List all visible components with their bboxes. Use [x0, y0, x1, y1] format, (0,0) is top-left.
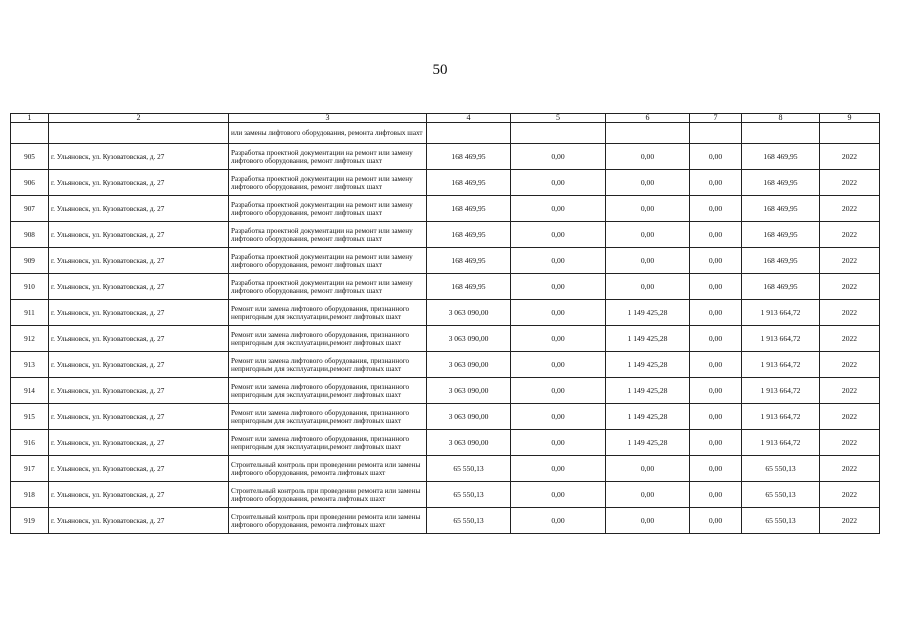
- total-cost-cell: 3 063 090,00: [427, 300, 511, 326]
- table-row: [11, 326, 880, 352]
- table-row: [11, 222, 880, 248]
- table-row: [11, 170, 880, 196]
- col7-value-cell: 0,00: [690, 144, 742, 170]
- row-number: 917: [11, 456, 49, 482]
- col5-value-cell: 0,00: [511, 508, 606, 534]
- col6-value-cell: 1 149 425,28: [606, 352, 690, 378]
- address-cell: г. Ульяновск, ул. Кузоватовская, д. 27: [49, 248, 229, 274]
- work-description-cell: Ремонт или замена лифтового оборудования, признанного непригодным для эксплуатации,ремонт лифтовых шахт: [229, 352, 427, 378]
- work-description-cell: Разработка проектной документации на ремонт или замену лифтового оборудования, ремонт лифтовых шахт: [229, 196, 427, 222]
- col8-value-cell: 168 469,95: [742, 222, 820, 248]
- work-description-cell: Разработка проектной документации на ремонт или замену лифтового оборудования, ремонт лифтовых шахт: [229, 222, 427, 248]
- page-number: 50: [432, 62, 448, 78]
- col7-value-cell: 0,00: [690, 300, 742, 326]
- work-description-cell: Разработка проектной документации на ремонт или замену лифтового оборудования, ремонт лифтовых шахт: [229, 274, 427, 300]
- address-cell: г. Ульяновск, ул. Кузоватовская, д. 27: [49, 326, 229, 352]
- col6-value-cell: 1 149 425,28: [606, 404, 690, 430]
- col6-value-cell: 0,00: [606, 170, 690, 196]
- row-number: 913: [11, 352, 49, 378]
- col5-value-cell: 0,00: [511, 404, 606, 430]
- table-header: [11, 114, 880, 123]
- year-cell: 2022: [820, 404, 880, 430]
- col5-value-cell: 0,00: [511, 196, 606, 222]
- total-cost-cell: 65 550,13: [427, 482, 511, 508]
- col6-value-cell: 1 149 425,28: [606, 300, 690, 326]
- address-cell: г. Ульяновск, ул. Кузоватовская, д. 27: [49, 482, 229, 508]
- row-number: 906: [11, 170, 49, 196]
- col5-value-cell: 0,00: [511, 482, 606, 508]
- col8-value-cell: 168 469,95: [742, 248, 820, 274]
- col7-value-cell: 0,00: [690, 352, 742, 378]
- address-cell: г. Ульяновск, ул. Кузоватовская, д. 27: [49, 300, 229, 326]
- col8-value-cell: 168 469,95: [742, 170, 820, 196]
- row-number: 916: [11, 430, 49, 456]
- year-cell: 2022: [820, 430, 880, 456]
- work-description-cell: Строительный контроль при проведении ремонта или замены лифтового оборудования, ремонта лифтовых шахт: [229, 456, 427, 482]
- col6-value-cell: 1 149 425,28: [606, 430, 690, 456]
- work-description-cell: Ремонт или замена лифтового оборудования, признанного непригодным для эксплуатации,ремонт лифтовых шахт: [229, 430, 427, 456]
- address-cell: г. Ульяновск, ул. Кузоватовская, д. 27: [49, 430, 229, 456]
- column-header: 8: [742, 114, 820, 123]
- table-row: [11, 508, 880, 534]
- col5-value-cell: 0,00: [511, 456, 606, 482]
- col5-value-cell: 0,00: [511, 378, 606, 404]
- total-cost-cell: 168 469,95: [427, 144, 511, 170]
- address-cell: г. Ульяновск, ул. Кузоватовская, д. 27: [49, 144, 229, 170]
- col5-value-cell: 0,00: [511, 222, 606, 248]
- work-description-cell: Ремонт или замена лифтового оборудования, признанного непригодным для эксплуатации,ремонт лифтовых шахт: [229, 326, 427, 352]
- row-number: 905: [11, 144, 49, 170]
- total-cost-cell: 168 469,95: [427, 222, 511, 248]
- total-cost-cell: 168 469,95: [427, 248, 511, 274]
- address-cell: г. Ульяновск, ул. Кузоватовская, д. 27: [49, 274, 229, 300]
- work-description-cell: Разработка проектной документации на ремонт или замену лифтового оборудования, ремонт лифтовых шахт: [229, 144, 427, 170]
- col5-value-cell: 0,00: [511, 300, 606, 326]
- table-row: [11, 352, 880, 378]
- table-row: [11, 378, 880, 404]
- address-cell: г. Ульяновск, ул. Кузоватовская, д. 27: [49, 222, 229, 248]
- row-number: 914: [11, 378, 49, 404]
- work-description-cell: Ремонт или замена лифтового оборудования, признанного непригодным для эксплуатации,ремонт лифтовых шахт: [229, 404, 427, 430]
- table-row: [11, 404, 880, 430]
- row-number: 908: [11, 222, 49, 248]
- col5-value-cell: 0,00: [511, 274, 606, 300]
- row-number: 911: [11, 300, 49, 326]
- row-number: 918: [11, 482, 49, 508]
- table-row: [11, 144, 880, 170]
- col7-value-cell: 0,00: [690, 248, 742, 274]
- address-cell: г. Ульяновск, ул. Кузоватовская, д. 27: [49, 378, 229, 404]
- col6-value-cell: 0,00: [606, 482, 690, 508]
- column-header: 9: [820, 114, 880, 123]
- col8-value-cell: 1 913 664,72: [742, 378, 820, 404]
- table-row: [11, 196, 880, 222]
- col8-value-cell: 168 469,95: [742, 274, 820, 300]
- column-header: 6: [606, 114, 690, 123]
- work-description-cell: Разработка проектной документации на ремонт или замену лифтового оборудования, ремонт лифтовых шахт: [229, 248, 427, 274]
- col7-value-cell: 0,00: [690, 196, 742, 222]
- total-cost-cell: 168 469,95: [427, 196, 511, 222]
- col5-value-cell: 0,00: [511, 430, 606, 456]
- col7-value-cell: 0,00: [690, 430, 742, 456]
- address-cell: г. Ульяновск, ул. Кузоватовская, д. 27: [49, 196, 229, 222]
- col8-value-cell: 65 550,13: [742, 456, 820, 482]
- work-description-cell: Ремонт или замена лифтового оборудования, признанного непригодным для эксплуатации,ремонт лифтовых шахт: [229, 300, 427, 326]
- col7-value-cell: 0,00: [690, 508, 742, 534]
- total-cost-cell: 3 063 090,00: [427, 404, 511, 430]
- total-cost-cell: 3 063 090,00: [427, 378, 511, 404]
- col7-value-cell: 0,00: [690, 456, 742, 482]
- address-cell: г. Ульяновск, ул. Кузоватовская, д. 27: [49, 352, 229, 378]
- col6-value-cell: 0,00: [606, 144, 690, 170]
- year-cell: 2022: [820, 378, 880, 404]
- col8-value-cell: 65 550,13: [742, 508, 820, 534]
- col6-value-cell: 1 149 425,28: [606, 326, 690, 352]
- year-cell: 2022: [820, 196, 880, 222]
- address-cell: г. Ульяновск, ул. Кузоватовская, д. 27: [49, 404, 229, 430]
- table-row: [11, 274, 880, 300]
- col5-value-cell: 0,00: [511, 352, 606, 378]
- work-description-cell: Строительный контроль при проведении ремонта или замены лифтового оборудования, ремонта лифтовых шахт: [229, 482, 427, 508]
- col5-value-cell: 0,00: [511, 144, 606, 170]
- row-number: 909: [11, 248, 49, 274]
- address-cell: г. Ульяновск, ул. Кузоватовская, д. 27: [49, 508, 229, 534]
- continuation-row: [11, 123, 880, 144]
- continuation-text: или замены лифтового оборудования, ремонта лифтовых шахт: [229, 123, 427, 144]
- col8-value-cell: 1 913 664,72: [742, 352, 820, 378]
- col6-value-cell: 0,00: [606, 274, 690, 300]
- total-cost-cell: 3 063 090,00: [427, 430, 511, 456]
- column-header: 7: [690, 114, 742, 123]
- year-cell: 2022: [820, 456, 880, 482]
- col7-value-cell: 0,00: [690, 170, 742, 196]
- table-row: [11, 300, 880, 326]
- col5-value-cell: 0,00: [511, 326, 606, 352]
- year-cell: 2022: [820, 326, 880, 352]
- col7-value-cell: 0,00: [690, 482, 742, 508]
- total-cost-cell: 65 550,13: [427, 456, 511, 482]
- year-cell: 2022: [820, 144, 880, 170]
- table-row: [11, 248, 880, 274]
- program-table: [10, 113, 880, 534]
- row-number: 919: [11, 508, 49, 534]
- year-cell: 2022: [820, 482, 880, 508]
- total-cost-cell: 168 469,95: [427, 170, 511, 196]
- row-number: 915: [11, 404, 49, 430]
- column-header: 4: [427, 114, 511, 123]
- total-cost-cell: 168 469,95: [427, 274, 511, 300]
- total-cost-cell: 3 063 090,00: [427, 352, 511, 378]
- year-cell: 2022: [820, 170, 880, 196]
- col8-value-cell: 168 469,95: [742, 144, 820, 170]
- col8-value-cell: 65 550,13: [742, 482, 820, 508]
- work-description-cell: Строительный контроль при проведении ремонта или замены лифтового оборудования, ремонта лифтовых шахт: [229, 508, 427, 534]
- table-row: [11, 482, 880, 508]
- year-cell: 2022: [820, 248, 880, 274]
- table-row: [11, 430, 880, 456]
- work-description-cell: Ремонт или замена лифтового оборудования, признанного непригодным для эксплуатации,ремонт лифтовых шахт: [229, 378, 427, 404]
- column-header: 1: [11, 114, 49, 123]
- col5-value-cell: 0,00: [511, 248, 606, 274]
- col7-value-cell: 0,00: [690, 222, 742, 248]
- row-number: 912: [11, 326, 49, 352]
- col8-value-cell: 1 913 664,72: [742, 404, 820, 430]
- col6-value-cell: 0,00: [606, 222, 690, 248]
- col5-value-cell: 0,00: [511, 170, 606, 196]
- col7-value-cell: 0,00: [690, 378, 742, 404]
- year-cell: 2022: [820, 222, 880, 248]
- col8-value-cell: 1 913 664,72: [742, 326, 820, 352]
- col7-value-cell: 0,00: [690, 274, 742, 300]
- column-header: 5: [511, 114, 606, 123]
- address-cell: г. Ульяновск, ул. Кузоватовская, д. 27: [49, 456, 229, 482]
- column-header: 2: [49, 114, 229, 123]
- table-row: [11, 456, 880, 482]
- col6-value-cell: 0,00: [606, 196, 690, 222]
- total-cost-cell: 65 550,13: [427, 508, 511, 534]
- col8-value-cell: 1 913 664,72: [742, 300, 820, 326]
- col6-value-cell: 0,00: [606, 248, 690, 274]
- row-number: 910: [11, 274, 49, 300]
- address-cell: г. Ульяновск, ул. Кузоватовская, д. 27: [49, 170, 229, 196]
- row-number: 907: [11, 196, 49, 222]
- total-cost-cell: 3 063 090,00: [427, 326, 511, 352]
- col6-value-cell: 0,00: [606, 456, 690, 482]
- col8-value-cell: 1 913 664,72: [742, 430, 820, 456]
- column-header: 3: [229, 114, 427, 123]
- year-cell: 2022: [820, 274, 880, 300]
- work-description-cell: Разработка проектной документации на ремонт или замену лифтового оборудования, ремонт лифтовых шахт: [229, 170, 427, 196]
- year-cell: 2022: [820, 300, 880, 326]
- year-cell: 2022: [820, 508, 880, 534]
- year-cell: 2022: [820, 352, 880, 378]
- col6-value-cell: 1 149 425,28: [606, 378, 690, 404]
- col8-value-cell: 168 469,95: [742, 196, 820, 222]
- col6-value-cell: 0,00: [606, 508, 690, 534]
- col7-value-cell: 0,00: [690, 404, 742, 430]
- col7-value-cell: 0,00: [690, 326, 742, 352]
